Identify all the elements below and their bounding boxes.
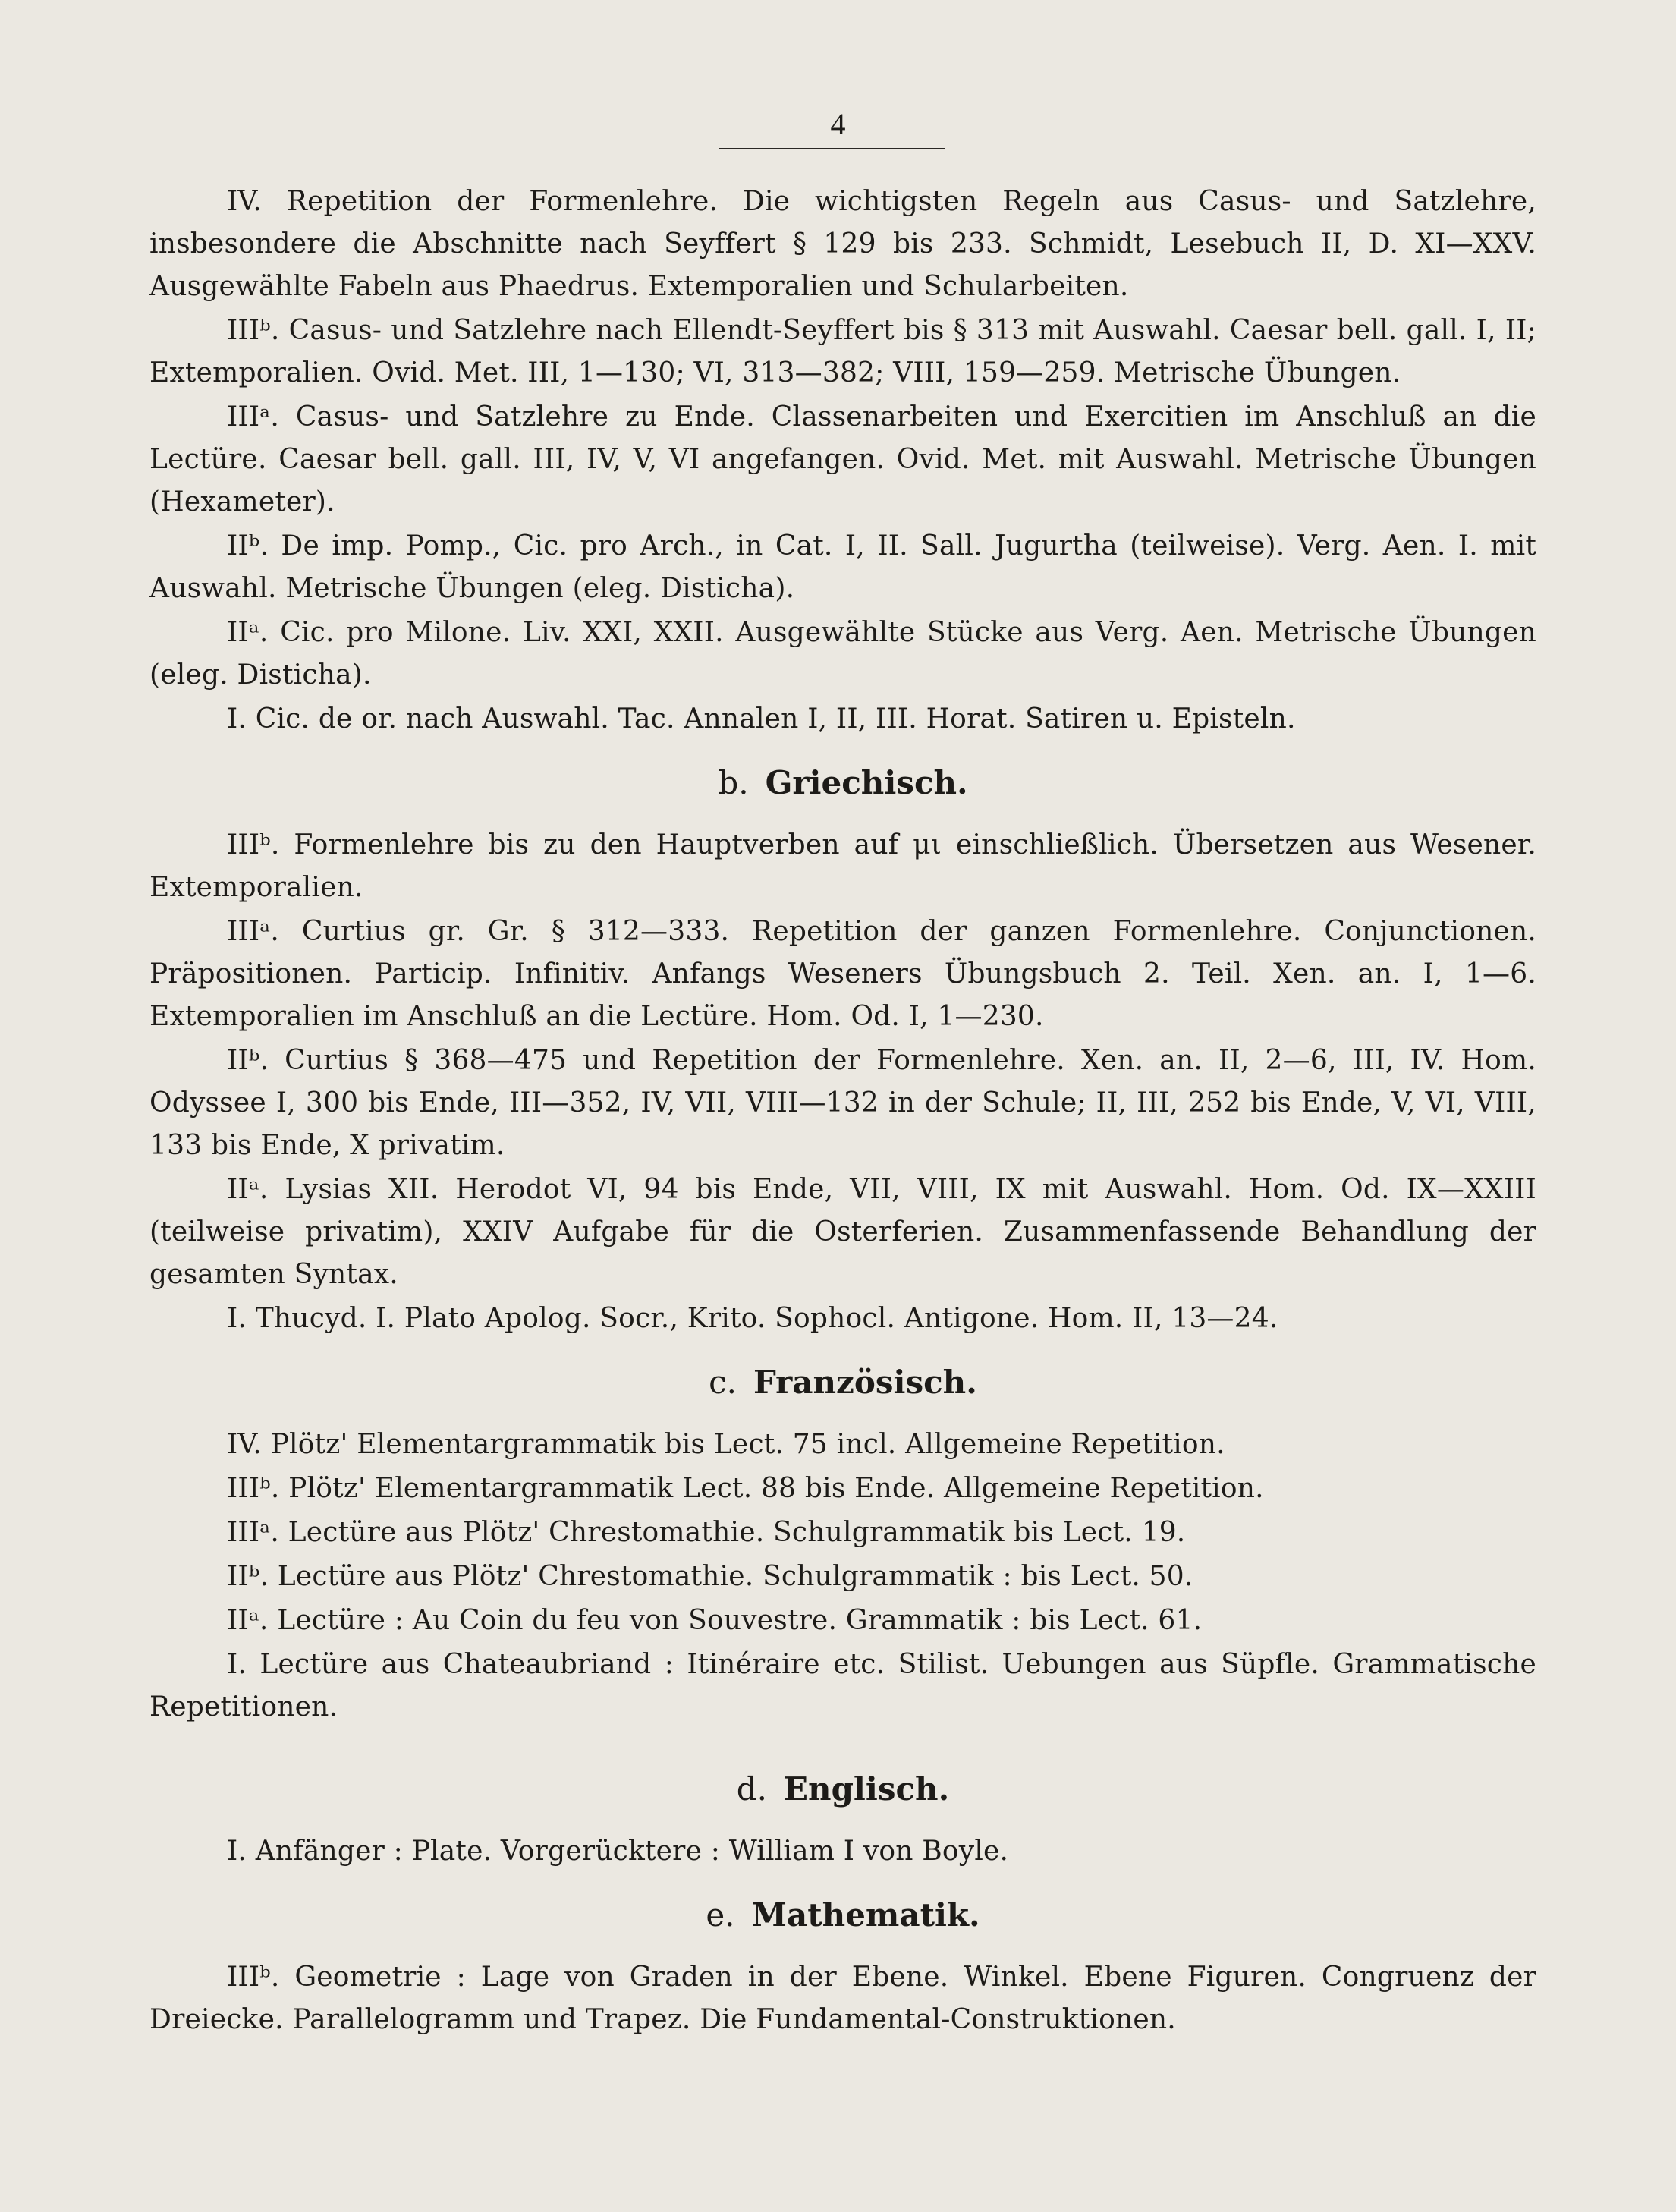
page-content bbox=[149, 181, 1536, 2043]
latin-paragraph-iv: IV. Repetition der Formenlehre. Die wichtigsten Regeln aus Casus- und Satzlehre, insbesondere die Abschnitte nach Seyffert § 129 bis 233. Schmidt, Lesebuch II, D. XI—XXV. Ausgewählte Fabeln aus Phaedrus. Extemporalien und Schularbeiten. bbox=[149, 186, 1536, 302]
section-spacer bbox=[149, 1730, 1536, 1747]
english-heading-title: Englisch. bbox=[784, 1770, 950, 1808]
math-heading-letter: e. bbox=[706, 1896, 735, 1934]
greek-section bbox=[149, 760, 1536, 1340]
greek-heading-letter: b. bbox=[718, 764, 749, 801]
latin-paragraph-iiia: IIIᵃ. Casus- und Satzlehre zu Ende. Classenarbeiten und Exercitien im Anschluß an die Lectüre. Caesar bell. gall. III, IV, V, VI angefangen. Ovid. Met. mit Auswahl. Metrische Übungen (Hexameter). bbox=[149, 401, 1536, 518]
french-paragraph-iv: IV. Plötz' Elementargrammatik bis Lect. 75 incl. Allgemeine Repetition. bbox=[227, 1429, 1225, 1460]
math-heading bbox=[149, 1893, 1536, 1938]
math-paragraph-iiib: IIIᵇ. Geometrie : Lage von Graden in der Ebene. Winkel. Ebene Figuren. Congruenz der Dreiecke. Parallelogramm und Trapez. Die Fundamental-Construktionen. bbox=[149, 1962, 1536, 2035]
english-heading bbox=[149, 1767, 1536, 1812]
greek-heading-title: Griechisch. bbox=[765, 764, 968, 801]
greek-paragraph-iia: IIᵃ. Lysias XII. Herodot VI, 94 bis Ende, VII, VIII, IX mit Auswahl. Hom. Od. IX—XXIII (teilweise privatim), XXIV Aufgabe für die Osterferien. Zusammenfassende Behandlung der gesamten Syntax. bbox=[149, 1174, 1536, 1290]
french-paragraph-iib: IIᵇ. Lectüre aus Plötz' Chrestomathie. Schulgrammatik : bis Lect. 50. bbox=[227, 1561, 1193, 1592]
french-paragraph-iiia: IIIᵃ. Lectüre aus Plötz' Chrestomathie. Schulgrammatik bis Lect. 19. bbox=[227, 1517, 1186, 1548]
english-paragraph-i: I. Anfänger : Plate. Vorgerücktere : William I von Boyle. bbox=[227, 1836, 1009, 1867]
greek-paragraph-iiib: IIIᵇ. Formenlehre bis zu den Hauptverben auf μι einschließlich. Übersetzen aus Wesener. Extemporalien. bbox=[149, 829, 1536, 903]
french-paragraph-i: I. Lectüre aus Chateaubriand : Itinéraire etc. Stilist. Uebungen aus Süpfle. Grammatische Repetitionen. bbox=[149, 1649, 1536, 1723]
latin-section bbox=[149, 181, 1536, 741]
math-section bbox=[149, 1893, 1536, 2041]
latin-paragraph-i: I. Cic. de or. nach Auswahl. Tac. Annalen I, II, III. Horat. Satiren u. Episteln. bbox=[227, 703, 1296, 735]
greek-paragraph-iiia: IIIᵃ. Curtius gr. Gr. § 312—333. Repetition der ganzen Formenlehre. Conjunctionen. Präpositionen. Particip. Infinitiv. Anfangs Weseners Übungsbuch 2. Teil. Xen. an. I, 1—6. Extemporalien im Anschluß an die Lectüre. Hom. Od. I, 1—230. bbox=[149, 916, 1536, 1032]
greek-paragraph-iib: IIᵇ. Curtius § 368—475 und Repetition der Formenlehre. Xen. an. II, 2—6, III, IV. Hom. Odyssee I, 300 bis Ende, III—352, IV, VII, VIII—132 in der Schule; II, III, 252 bis Ende, V, VI, VIII, 133 bis Ende, X privatim. bbox=[149, 1045, 1536, 1161]
page-number: 4 bbox=[830, 107, 846, 141]
latin-paragraph-iiib: IIIᵇ. Casus- und Satzlehre nach Ellendt-Seyffert bis § 313 mit Auswahl. Caesar bell. gall. I, II; Extemporalien. Ovid. Met. III, 1—130; VI, 313—382; VIII, 159—259. Metrische Übungen. bbox=[149, 315, 1536, 389]
english-section bbox=[149, 1767, 1536, 1873]
greek-paragraph-i: I. Thucyd. I. Plato Apolog. Socr., Krito. Sophocl. Antigone. Hom. II, 13—24. bbox=[227, 1303, 1278, 1334]
french-section bbox=[149, 1360, 1536, 1729]
math-heading-title: Mathematik. bbox=[751, 1896, 980, 1934]
greek-heading bbox=[149, 760, 1536, 806]
english-heading-letter: d. bbox=[736, 1770, 768, 1808]
latin-paragraph-iib: IIᵇ. De imp. Pomp., Cic. pro Arch., in Cat. I, II. Sall. Jugurtha (teilweise). Verg. Aen. I. mit Auswahl. Metrische Übungen (eleg. Disticha). bbox=[149, 530, 1536, 604]
french-heading-title: Französisch. bbox=[753, 1364, 977, 1401]
latin-paragraph-iia: IIᵃ. Cic. pro Milone. Liv. XXI, XXII. Ausgewählte Stücke aus Verg. Aen. Metrische Übungen (eleg. Disticha). bbox=[149, 617, 1536, 691]
french-heading-letter: c. bbox=[709, 1364, 737, 1401]
header-rule bbox=[719, 148, 945, 149]
french-heading bbox=[149, 1360, 1536, 1405]
french-paragraph-iiib: IIIᵇ. Plötz' Elementargrammatik Lect. 88 bis Ende. Allgemeine Repetition. bbox=[227, 1473, 1264, 1504]
french-paragraph-iia: IIᵃ. Lectüre : Au Coin du feu von Souvestre. Grammatik : bis Lect. 61. bbox=[227, 1605, 1203, 1636]
